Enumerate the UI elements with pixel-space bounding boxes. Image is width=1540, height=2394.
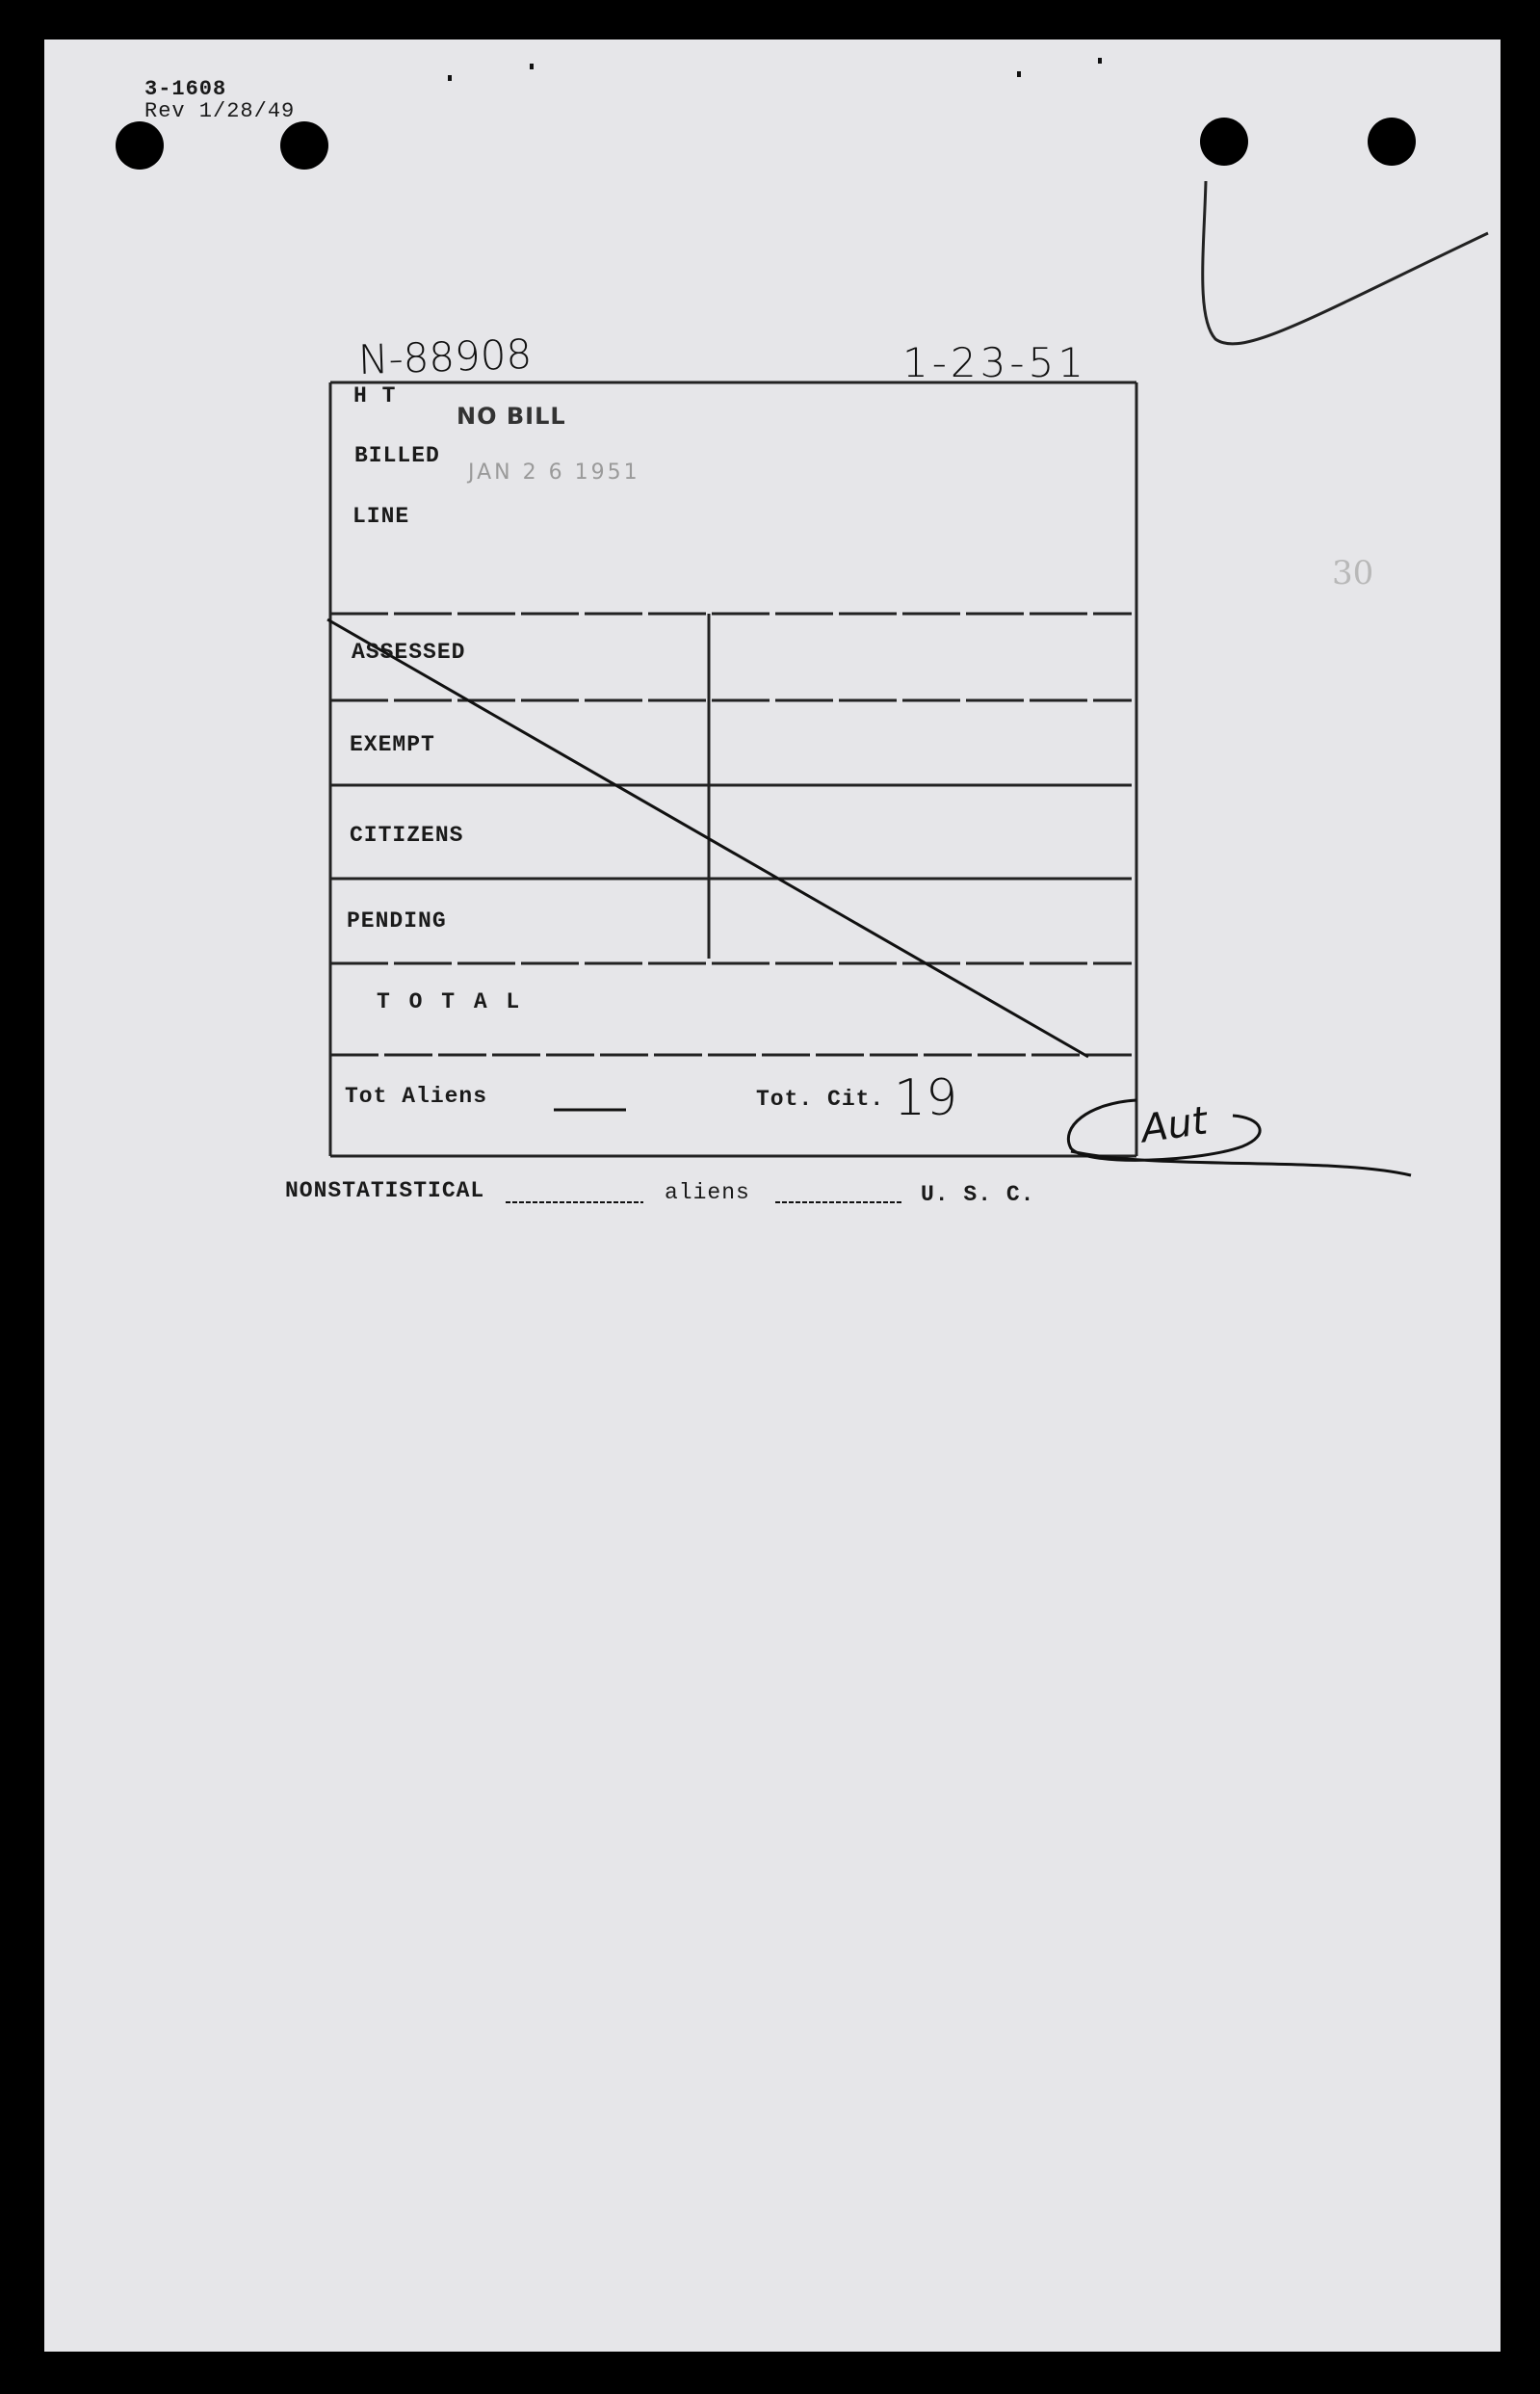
total-label: T O T A L — [377, 989, 523, 1014]
row-label-assessed: ASSESSED — [352, 640, 466, 665]
handwritten-file-number: N-88908 — [357, 329, 533, 384]
row-label-exempt: EXEMPT — [350, 732, 435, 757]
tot-cit-label: Tot. Cit. — [756, 1087, 885, 1112]
row-label-citizens: CITIZENS — [350, 823, 464, 848]
aliens-label: aliens — [665, 1180, 750, 1205]
row-label-pending: PENDING — [347, 908, 447, 934]
form-revision: Rev 1/28/49 — [144, 99, 296, 123]
no-bill-stamp: NO BILL — [457, 403, 566, 430]
received-date-stamp: JAN 2 6 1951 — [468, 460, 640, 485]
signature-initials: Aut — [1138, 1098, 1211, 1152]
nonstatistical-label: NONSTATISTICAL — [285, 1178, 485, 1203]
usc-label: U. S. C. — [921, 1182, 1035, 1207]
page-number: 30 — [1332, 554, 1374, 592]
line-label: LINE — [352, 504, 410, 529]
ht-label: H T — [353, 383, 397, 408]
handwritten-tot-cit-value: 19 — [894, 1069, 958, 1127]
tot-aliens-label: Tot Aliens — [345, 1084, 488, 1109]
billed-label: BILLED — [354, 443, 440, 468]
handwritten-date: 1-23-51 — [902, 339, 1087, 386]
form-number: 3-1608 — [144, 77, 227, 101]
